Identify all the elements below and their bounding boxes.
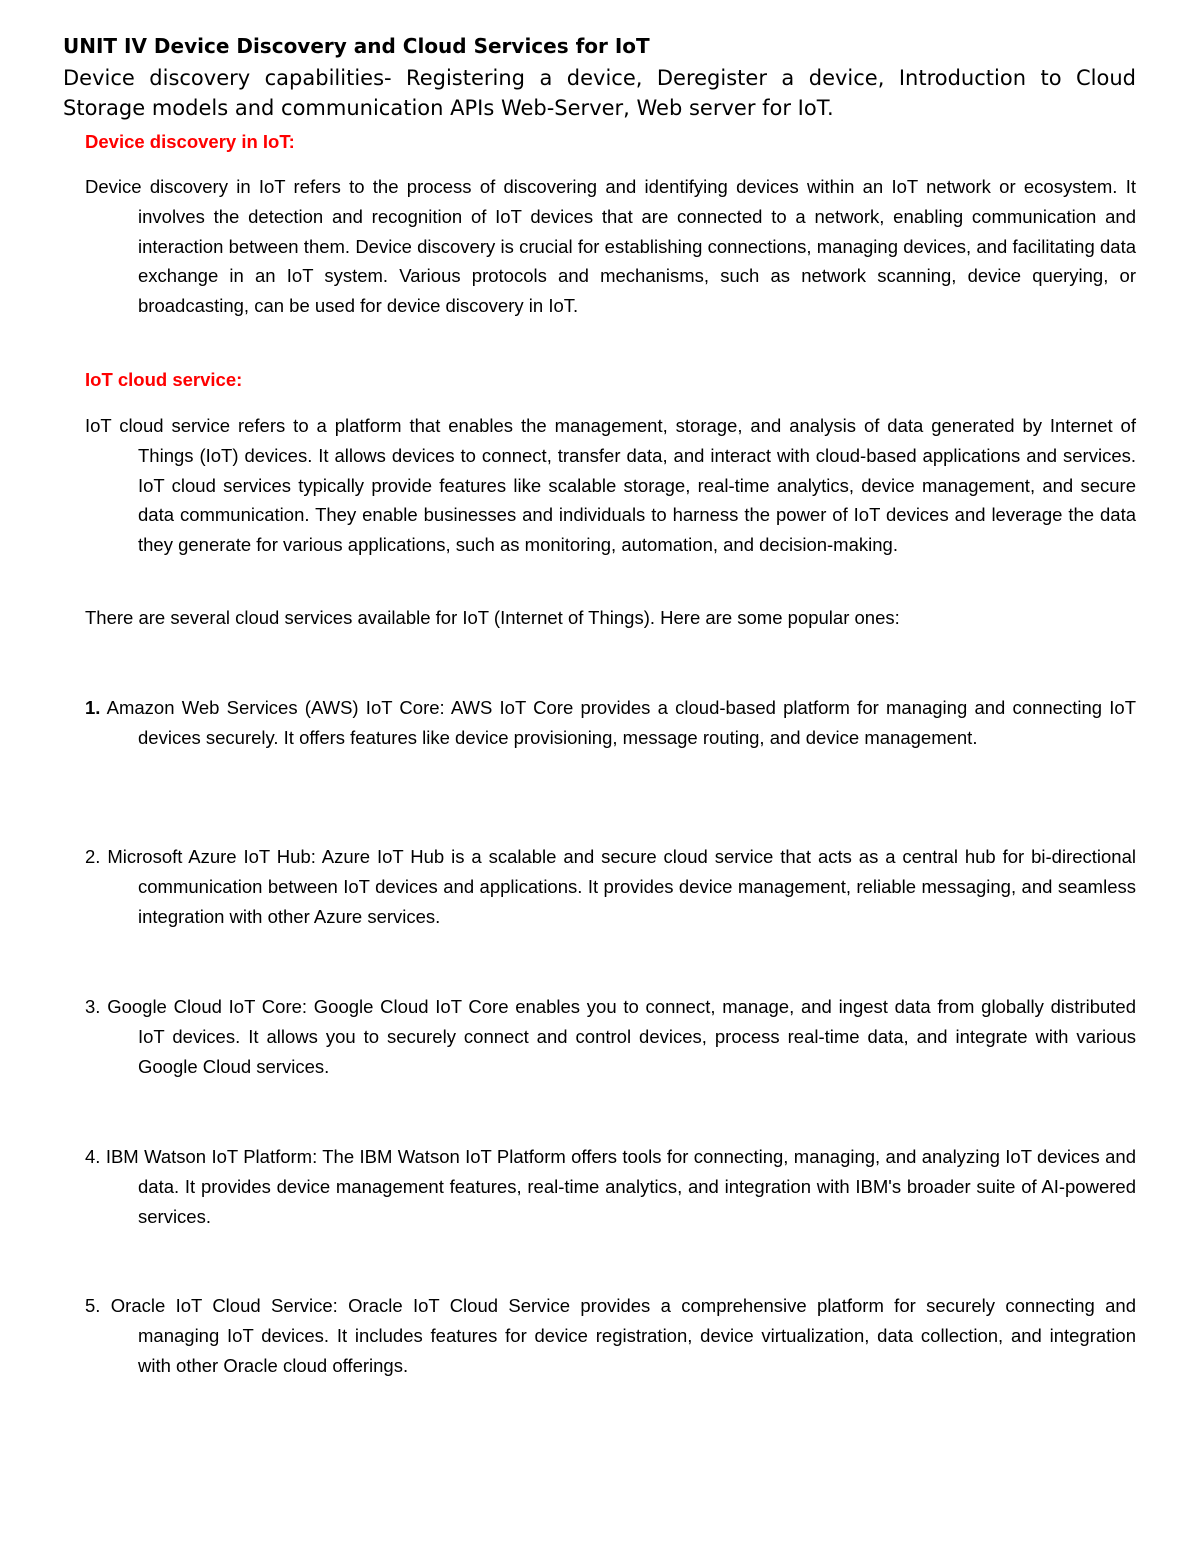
list-item-aws: [85, 693, 1136, 753]
section-heading-device-discovery: Device discovery in IoT:: [85, 131, 295, 152]
list-number: 3.: [85, 996, 101, 1017]
intro-line: There are several cloud services available for IoT (Internet of Things). Here are some popular ones:: [85, 607, 900, 628]
list-item-google: [85, 992, 1136, 1081]
unit-subtitle: Device discovery capabilities- Registering a device, Deregister a device, Introduction to Cloud Storage models and communication APIs Web-Server, Web server for IoT.: [63, 66, 1136, 120]
list-number: 2.: [85, 846, 101, 867]
list-item-text: Oracle IoT Cloud Service: Oracle IoT Cloud Service provides a comprehensive platform for securely connecting and managing IoT devices. It includes features for device registration, device virtualization, data collection, and integration with other Oracle cloud offerings.: [110, 1295, 1136, 1376]
list-number: 1.: [85, 697, 101, 718]
unit-title: UNIT IV Device Discovery and Cloud Services for IoT: [63, 34, 650, 58]
list-item-oracle: [85, 1291, 1136, 1380]
device-discovery-paragraph: Device discovery in IoT refers to the process of discovering and identifying devices within an IoT network or ecosystem. It involves the detection and recognition of IoT devices that are connected to a network, enabling communication and interaction between them. Device discovery is crucial for establishing connections, managing devices, and facilitating data exchange in an IoT system. Various protocols and mechanisms, such as network scanning, device querying, or broadcasting, can be used for device discovery in IoT.: [85, 176, 1136, 317]
iot-cloud-service-paragraph: IoT cloud service refers to a platform that enables the management, storage, and analysis of data generated by Internet of Things (IoT) devices. It allows devices to connect, transfer data, and interact with cloud-based applications and services. IoT cloud services typically provide features like scalable storage, real-time analytics, device management, and secure data communication. They enable businesses and individuals to harness the power of IoT devices and leverage the data they generate for various applications, such as monitoring, automation, and decision-making.: [85, 415, 1136, 556]
list-item-text: IBM Watson IoT Platform: The IBM Watson IoT Platform offers tools for connecting, managing, and analyzing IoT devices and data. It provides device management features, real-time analytics, and integration with IBM's broader suite of AI-powered services.: [105, 1146, 1137, 1227]
list-item-text: Amazon Web Services (AWS) IoT Core: AWS IoT Core provides a cloud-based platform for managing and connecting IoT devices securely. It offers features like device provisioning, message routing, and device management.: [106, 697, 1136, 748]
list-number: 4.: [85, 1146, 101, 1167]
list-number: 5.: [85, 1295, 101, 1316]
list-item-text: Microsoft Azure IoT Hub: Azure IoT Hub is a scalable and secure cloud service that acts as a central hub for bi-directional communication between IoT devices and applications. It provides device management, reliable messaging, and seamless integration with other Azure services.: [107, 846, 1136, 927]
list-item-azure: [85, 842, 1136, 931]
list-item-text: Google Cloud IoT Core: Google Cloud IoT Core enables you to connect, manage, and ingest data from globally distributed IoT devices. It allows you to securely connect and control devices, process real-time data, and integrate with various Google Cloud services.: [107, 996, 1137, 1077]
section-heading-iot-cloud-service: IoT cloud service:: [85, 369, 243, 390]
list-item-ibm: [85, 1142, 1136, 1231]
